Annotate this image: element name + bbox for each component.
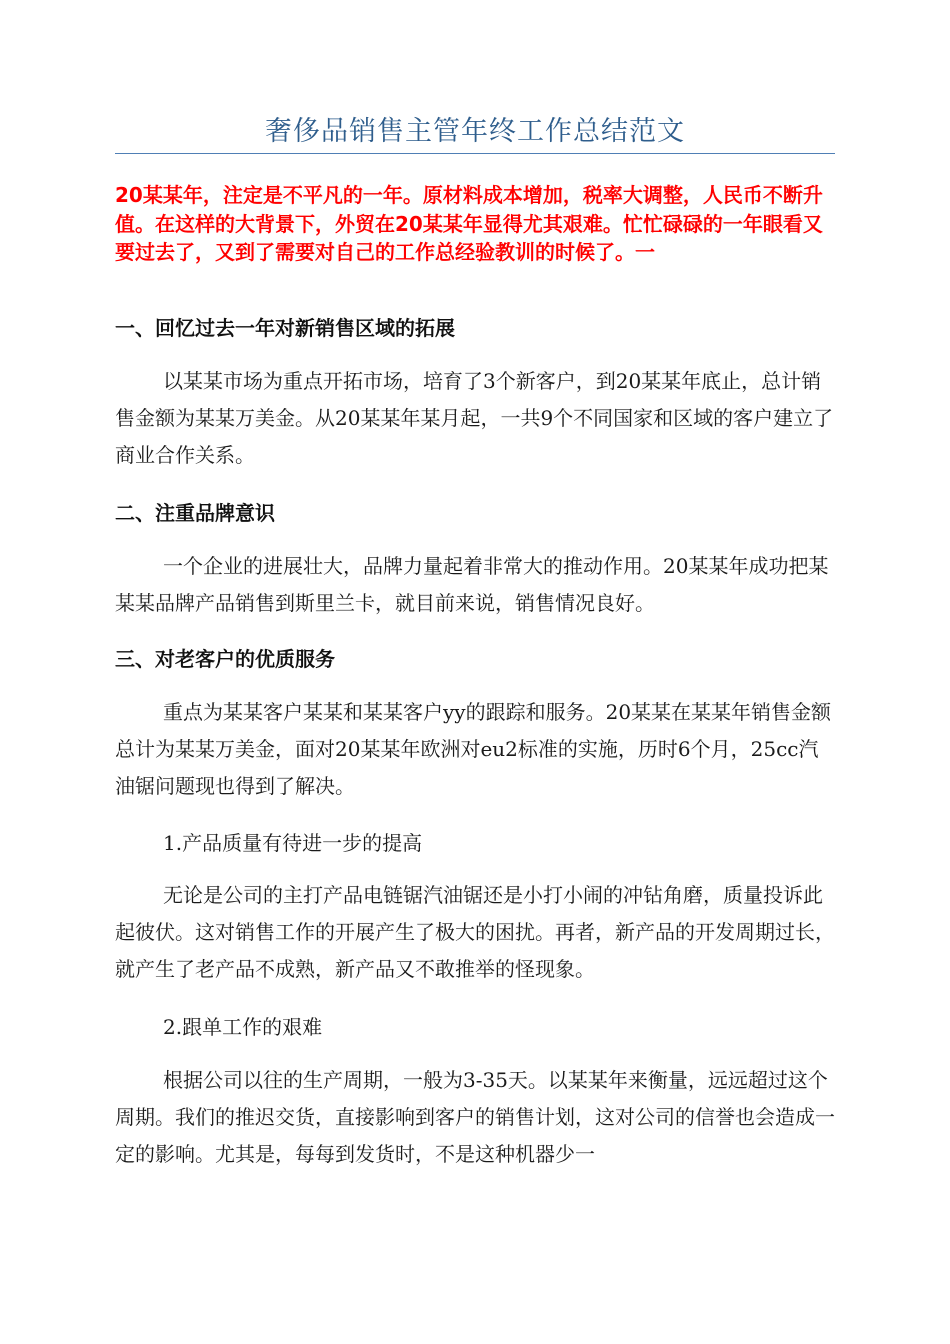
item-2-paragraph: 根据公司以往的生产周期，一般为3-35天。以某某年来衡量，远远超过这个周期。我们的推迟交货，直接影响到客户的销售计划，这对公司的信誉也会造成一定的影响。尤其是，每每到发货时，不是这种机器少一 bbox=[115, 1068, 835, 1166]
section-2-paragraph: 一个企业的进展壮大，品牌力量起着非常大的推动作用。20某某年成功把某某某品牌产品销售到斯里兰卡，就目前来说，销售情况良好。 bbox=[115, 554, 829, 615]
section-3-heading: 三、对老客户的优质服务 bbox=[115, 647, 335, 671]
section-1-heading: 一、回忆过去一年对新销售区域的拓展 bbox=[115, 316, 455, 340]
document-title: 奢侈品销售主管年终工作总结范文 bbox=[265, 116, 685, 147]
item-1-title: 1.产品质量有待进一步的提高 bbox=[163, 831, 423, 855]
item-1-paragraph: 无论是公司的主打产品电链锯汽油锯还是小打小闹的冲钻角磨，质量投诉此起彼伏。这对销售工作的开展产生了极大的困扰。再者，新产品的开发周期过长，就产生了老产品不成熟，新产品又不敢推举的怪现象。 bbox=[115, 883, 835, 981]
section-2-heading: 二、注重品牌意识 bbox=[115, 501, 275, 525]
section-3-paragraph: 重点为某某客户某某和某某客户yy的跟踪和服务。20某某在某某年销售金额总计为某某万美金，面对20某某年欧洲对eu2标准的实施，历时6个月，25cc汽油锯问题现也得到了解决。 bbox=[115, 700, 832, 798]
item-2-title: 2.跟单工作的艰难 bbox=[163, 1015, 323, 1039]
section-1-paragraph: 以某某市场为重点开拓市场，培育了3个新客户，到20某某年底止，总计销售金额为某某万美金。从20某某年某月起，一共9个不同国家和区域的客户建立了商业合作关系。 bbox=[115, 369, 834, 467]
intro-paragraph: 20某某年，注定是不平凡的一年。原材料成本增加，税率大调整，人民币不断升值。在这样的大背景下，外贸在20某某年显得尤其艰难。忙忙碌碌的一年眼看又要过去了，又到了需要对自己的工作总经验教训的时候了。一 bbox=[115, 183, 823, 264]
title-underline bbox=[115, 153, 835, 154]
